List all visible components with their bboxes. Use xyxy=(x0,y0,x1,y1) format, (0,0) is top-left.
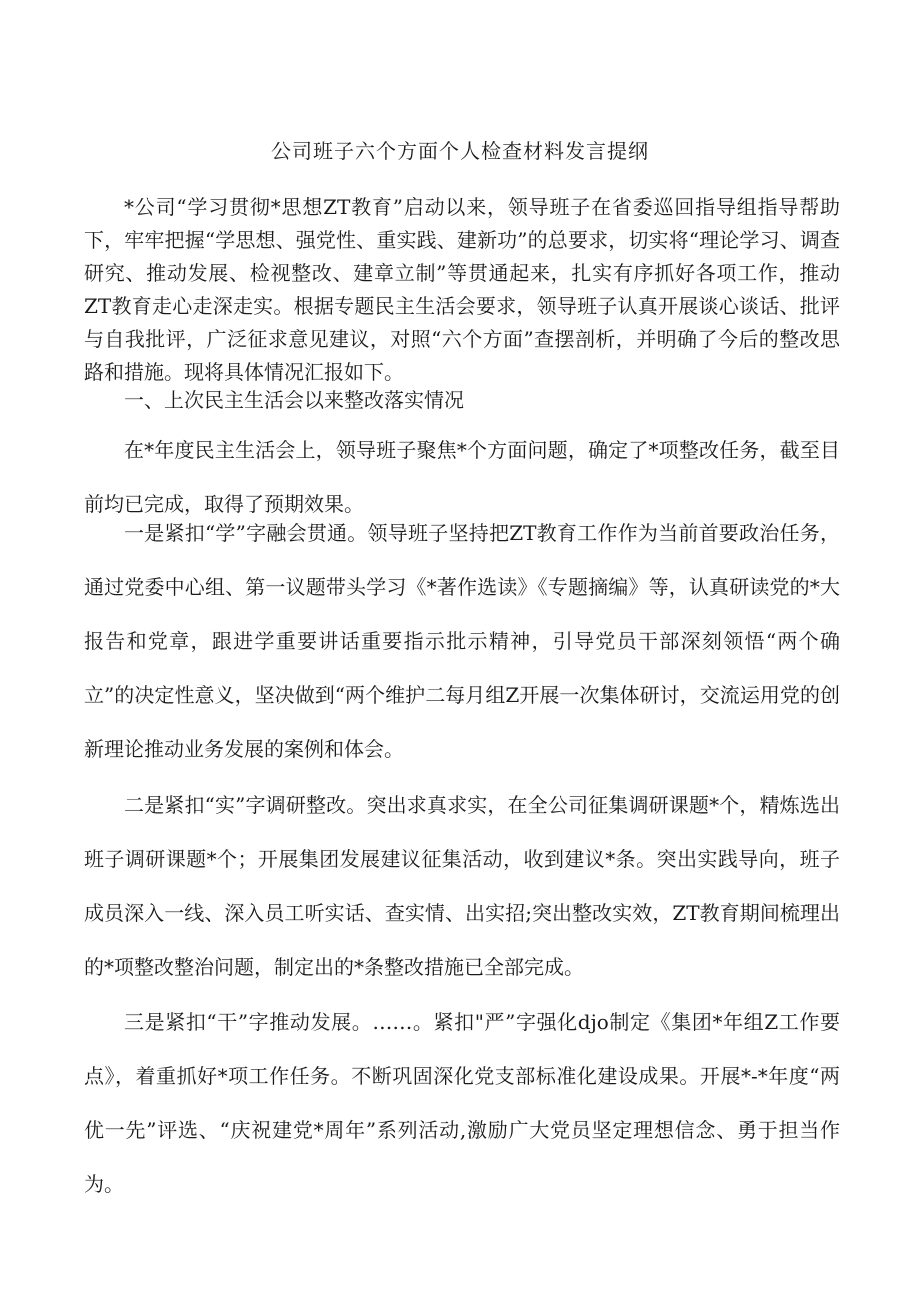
paragraph-summary: 在*年度民主生活会上，领导班子聚焦*个方面问题，确定了*项整改任务，截至目前均已完成，取得了预期效果。 xyxy=(84,438,840,516)
paragraph-study: 一是紧扣“学”字融会贯通。领导班子坚持把ZT教育工作作为当前首要政治任务，通过党委中心组、第一议题带头学习《*著作选读》《专题摘编》等，认真研读党的*大报告和党章，跟进学重要讲话重要指示批示精神，引导党员干部深刻领悟“两个确立”的决定性意义，坚决做到“两个维护二每月组Z开展一次集体研讨，交流运用党的创新理论推动业务发展的案例和体会。 xyxy=(84,521,840,761)
intro-paragraph: *公司“学习贯彻*思想ZT教育”启动以来，领导班子在省委巡回指导组指导帮助下，牢牢把握“学思想、强党性、重实践、建新功”的总要求，切实将“理论学习、调查研究、推动发展、检视整改、建章立制”等贯通起来，扎实有序抓好各项工作，推动ZT教育走心走深走实。根据专题民主生活会要求，领导班子认真开展谈心谈话、批评与自我批评，广泛征求意见建议，对照“六个方面”查摆剖析，并明确了今后的整改思路和措施。现将具体情况汇报如下。 xyxy=(84,195,840,384)
section-heading-1: 一、上次民主生活会以来整改落实情况 xyxy=(124,388,464,412)
document-title: 公司班子六个方面个人检查材料发言提纲 xyxy=(271,139,649,163)
paragraph-research: 二是紧扣“实”字调研整改。突出求真求实，在全公司征集调研课题*个，精炼选出班子调研课题*个；开展集团发展建议征集活动，收到建议*条。突出实践导向，班子成员深入一线、深入员工听实话、查实情、出实招;突出整改实效，ZT教育期间梳理出的*项整改整治问题，制定出的*条整改措施已全部完成。 xyxy=(84,793,840,979)
paragraph-development: 三是紧扣“干”字推动发展。……。紧扣"严”字强化djo制定《集团*年组Z工作要点》，着重抓好*项工作任务。不断巩固深化党支部标准化建设成果。开展*-*年度“两优一先”评选、“庆祝建党*周年”系列活动,激励广大党员坚定理想信念、勇于担当作为。 xyxy=(84,1010,840,1196)
